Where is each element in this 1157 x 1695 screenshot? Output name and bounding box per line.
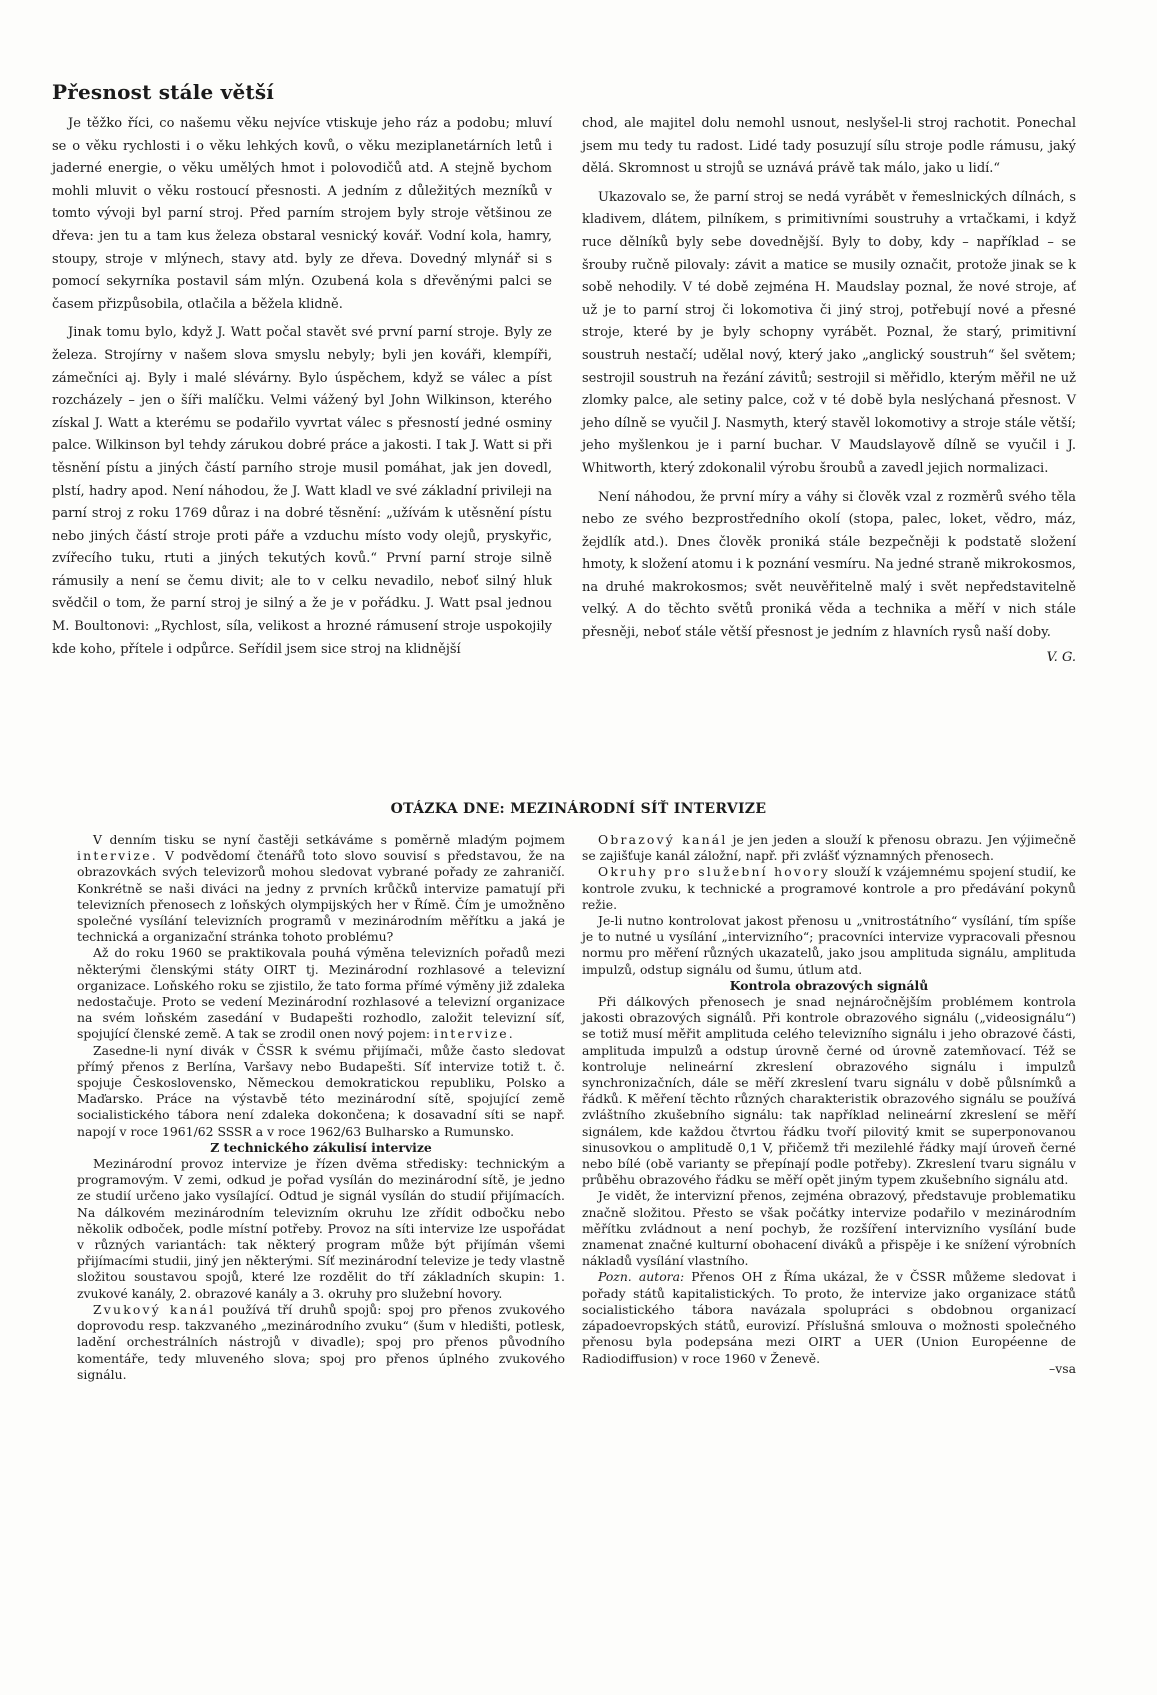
section-subheading: Kontrola obrazových signálů xyxy=(729,977,929,993)
emphasized-term: Okruhy pro služební hovory xyxy=(598,864,831,880)
article-column-left xyxy=(52,113,552,667)
article-column-left xyxy=(77,832,565,1383)
paragraph: chod, ale majitel dolu nemohl usnout, neslyšel-li stroj rachotit. Ponechal jsem mu tedy tu radost. Lidé tady posuzují sílu stroje podle rámusu, jaký dělá. Skromnost u strojů se uznává právě tak málo, jako u lidí.“ xyxy=(582,116,1076,177)
author-note xyxy=(582,1269,1076,1366)
paragraph: Je těžko říci, co našemu věku nejvíce vtiskuje jeho ráz a podobu; mluví se o věku rychlosti i o věku lehkých kovů, o věku meziplanetárních letů i jaderné energie, o věku umělých hmot i polovodičů atd. A stejně bychom mohli mluvit o věku rostoucí přesnosti. A jedním z důležitých mezníků v tomto vývoji byl parní stroj. Před parním strojem byly stroje většinou ze dřeva: jen tu a tam kus železa obstaral vesnický kovář. Vodní kola, hamry, stoupy, stroje v mlýnech, stavy atd. byly ze dřeva. Dovedný mlynář si s pomocí sekyrníka postavil sám mlýn. Ozubená kola s dřevěnými palci se časem přizpůsobila, otlačila a běžela klidně. xyxy=(52,116,552,312)
author-signature: V. G. xyxy=(1046,649,1076,665)
paragraph: Je-li nutno kontrolovat jakost přenosu u „vnitrostátního“ vysílání, tím spíše je to nutné u vysílání „intervizního“; pracovníci intervize vypracovali přesnou normu pro měření různých ukazatelů, jako jsou amplituda signálu, amplituda impulzů, odstup signálu od šumu, útlum atd. xyxy=(582,913,1076,977)
note-label: Pozn. autora: xyxy=(598,1269,685,1285)
text-run: Přenos OH z Říma ukázal, že v ČSSR můžeme sledovat i pořady států kapitalistických. To proto, že intervize jako organizace států socialistického tábora navázala spolupráci s obdobnou organizací západoevropských států, eurovizí. Příslušná smlouva o možnosti společného přenosu byla podepsána mezi OIRT a UER (Union Européenne de Radiodiffusion) v roce 1960 v Ženevě. xyxy=(582,1269,1076,1366)
section-subheading: Z technického zákulisí intervize xyxy=(210,1139,432,1155)
emphasized-term: intervize. xyxy=(77,848,158,864)
paragraph xyxy=(77,1302,565,1383)
text-run: V denním tisku se nyní častěji setkáváme s poměrně mladým pojmem xyxy=(93,832,565,847)
paragraph: Ukazovalo se, že parní stroj se nedá vyrábět v řemeslnických dílnách, s kladivem, dlátem, pilníkem, s primitivními soustruhy a vrtačkami, i když ruce dělníků byly sebe dovednější. Byly to doby, kdy – například – se šrouby ručně pilovaly: závit a matice se musily označit, protože jinak se k sobě nehodily. V té době zejména H. Maudslay poznal, že nové stroje, ať už je to parní stroj či lokomotiva či jiný stroj, potřebují nové a přesné stroje, které by je byly schopny vyrábět. Poznal, že starý, primitivní soustruh nestačí; udělal nový, který jako „anglický soustruh“ šel světem; sestrojil soustruh na řezání závitů; sestrojil si měřidlo, kterým měřil ne už zlomky palce, ale setiny palce, což v té době byla neslýchaná přesnost. V jeho dílně se vyučil J. Nasmyth, který stavěl lokomotivy a stroje stále větší; jeho myšlenkou je i parní buchar. V Maudslayově dílně se vyučil i J. Whitworth, který zdokonalil výrobu šroubů a zavedl jejich normalizaci. xyxy=(582,189,1076,476)
emphasized-term: Zvukový kanál xyxy=(93,1301,216,1317)
emphasized-term: Obrazový kanál xyxy=(598,832,728,847)
paragraph: Při dálkových přenosech je snad nejnáročnějším problémem kontrola jakosti obrazových signálů. Při kontrole obrazového signálu („videosignálu“) se totiž musí měřit amplituda celého televizního signálu i jeho obrazové části, amplituda impulzů a odstup úrovně černé od úrovně zatemňovací. Též se kontroluje nelineární zkreslení obrazového signálu i impulzů synchronizačních, dále se měří zkreslení tvaru signálu v době půlsnímků a řádků. K měření těchto různých charakteristik obrazového signálu se používá zvláštního zkušebního signálu: tak například nelineární zkreslení se měří signálem, kde každou čtvrtou řádku tvoří pilovitý kmit se superponovanou sinusovkou o amplitudě 0,1 V, přičemž tři mezilehlé řádky mají úroveň černé nebo bílé (obě varianty se přepínají podle potřeby). Zkreslení tvaru signálu v průběhu obrazového řádku se měří opět jiným typem zkušebního signálu atd. xyxy=(582,994,1076,1188)
author-signature: –vsa xyxy=(1049,1360,1076,1376)
text-run: je jen jeden a slouží k přenosu obrazu. Jen výjimečně se zajišťuje kanál záložní, např. při zvlášť významných přenosech. xyxy=(582,832,1076,864)
article-column-right xyxy=(582,832,1076,1377)
paragraph: Zasedne-li nyní divák v ČSSR k svému přijímači, může často sledovat přímý přenos z Berlína, Varšavy nebo Budapešti. Síť intervize totiž t. č. spojuje Československo, Německou demokratickou republiku, Polsko a Maďarsko. Práce na výstavbě této mezinárodní sítě, spojující země socialistického tábora není zdaleka dokončena; k dosavadní síti se např. napojí v roce 1961/62 SSSR a v roce 1962/63 Bulharsko a Rumunsko. xyxy=(77,1042,565,1139)
paragraph: Jinak tomu bylo, když J. Watt počal stavět své první parní stroje. Byly ze železa. Strojírny v našem slova smyslu nebyly; byli jen kováři, klempíři, zámečníci aj. Byly i malé slévárny. Bylo úspěchem, když se válec a píst rozcházely – jen o šíři malíčku. Velmi vážený byl John Wilkinson, kterého získal J. Watt a kterému se podařilo vyvrtat válec s přesností jedné osminy palce. Wilkinson byl tehdy zárukou dobré práce a jakosti. I tak J. Watt si při těsnění pístu a jiných částí parního stroje musil pomáhat, jak jen dovedl, plstí, hadry apod. Není náhodou, že J. Watt kladl ve své základní privileji na parní stroj z roku 1769 důraz i na dobré těsnění: „užívám k utěsnění pístu nebo jiných částí stroje proti páře a vzduchu místo vody olejů, pryskyřic, zvířecího tuku, rtuti a jiných tekutých kovů.“ První parní stroje silně rámusily a není se čemu divit; ale to v celku nevadilo, neboť silný hluk svědčil o tom, že parní stroj je silný a že je v pořádku. J. Watt psal jednou M. Boultonovi: „Rychlost, síla, velikost a hrozné rámusení stroje uspokojily kde koho, přítele i odpůrce. Seřídil jsem sice stroj na klidnější xyxy=(52,325,552,657)
paragraph: Mezinárodní provoz intervize je řízen dvěma středisky: technickým a programovým. V zemi, odkud je pořad vysílán do mezinárodní sítě, je jedno ze studií určeno jako vysílající. Odtud je signál vysílán do studií přijímacích. Na dálkovém mezinárodním televizním okruhu lze zřídit odbočku nebo několik odboček, podle místní potřeby. Provoz na síti intervize lze uspořádat v různých variantách: tak některý program může být přijímán všemi přijímacími studii, jiný jen některými. Síť mezinárodní televize je tedy vlastně složitou soustavou spojů, které lze rozdělit do tří základních skupin: 1. zvukové kanály, 2. obrazové kanály a 3. okruhy pro služební hovory. xyxy=(77,1156,565,1301)
paragraph xyxy=(77,945,565,1042)
emphasized-term: intervize. xyxy=(433,1026,515,1042)
text-run: slouží k vzájemnému spojení studií, ke kontrole zvuku, k technické a programové kontrole a pro předávání pokynů režie. xyxy=(582,864,1076,912)
text-run: V podvědomí čtenářů toto slovo souvisí s představou, že na obrazovkách svých televizorů mohou sledovat vybrané pořady ze zahraničí. Konkrétně se naši diváci na jedny z prvních krůčků intervize pamatují při televizních přenosech z loňských olympijských her v Římě. Čím je umožněno společné vysílání televizních programů v mezinárodním měřítku a jaká je technická a organizační stránka tohoto problému? xyxy=(77,848,565,945)
paragraph: Není náhodou, že první míry a váhy si člověk vzal z rozměrů svého těla nebo ze svého bezprostředního okolí (stopa, palec, loket, vědro, máz, žejdlík atd.). Dnes člověk proniká stále bezpečněji k podstatě složení hmoty, k složení atomu i k poznání vesmíru. Na jedné straně mikrokosmos, na druhé makrokosmos; svět neuvěřitelně malý i svět nepředstavitelně velký. A do těchto světů proniká věda a technika a měří v nich stále přesněji, neboť stále větší přesnost je jedním z hlavních rysů naší doby. xyxy=(582,489,1076,641)
paragraph xyxy=(582,864,1076,913)
article-column-right xyxy=(582,113,1076,669)
text-run: Až do roku 1960 se praktikovala pouhá výměna televizních pořadů mezi některými členskými státy OIRT tj. Mezinárodní rozhlasové a televizní organizace. Loňského roku se zjistilo, že tato forma přímé výměny již zdaleka nedostačuje. Proto se vedení Mezinárodní rozhlasové a televizní organizace na svém loňském zasedání v Budapešti rozhodlo, založit televizní síť, spojující členské země. A tak se zrodil onen nový pojem: xyxy=(77,945,565,1042)
text-run: používá tří druhů spojů: spoj pro přenos zvukového doprovodu resp. takzvaného „mezinárodního zvuku“ (šum v hledišti, potlesk, ladění orchestrálních nástrojů v divadle); spoj pro přenos původního komentáře, tedy mluveného slova; spoj pro přenos úplného zvukového signálu. xyxy=(77,1301,565,1382)
paragraph xyxy=(77,832,565,945)
paragraph: Je vidět, že intervizní přenos, zejména obrazový, představuje problematiku značně složitou. Přesto se však počátky intervize podařilo v mezinárodním měřítku zvládnout a není pochyb, že rozšíření intervizního vysílání bude znamenat značné kulturní obohacení diváků a přispěje i ke snížení výrobních nákladů vysílání vlastního. xyxy=(582,1188,1076,1269)
paragraph xyxy=(582,832,1076,864)
article-title: OTÁZKA DNE: MEZINÁRODNÍ SÍŤ INTERVIZE xyxy=(390,801,767,817)
article-title: Přesnost stále větší xyxy=(52,80,275,104)
